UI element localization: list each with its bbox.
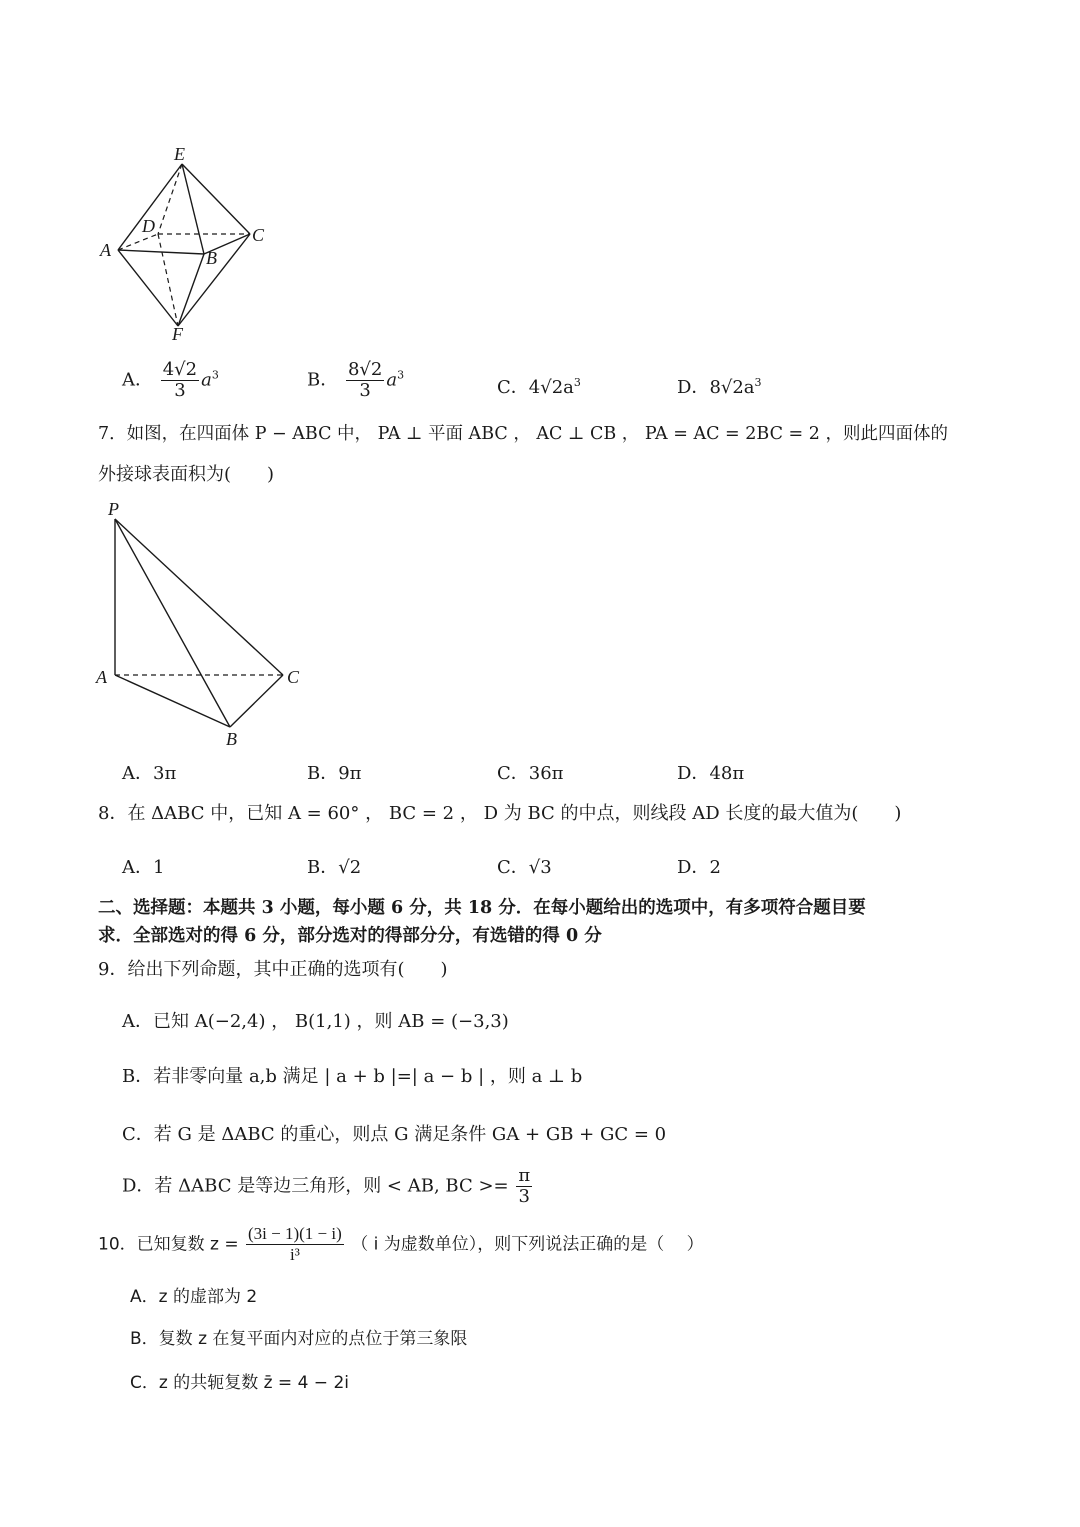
q8-option-c: C．√3 (497, 857, 552, 878)
q8-stem: 8．在 ΔABC 中，已知 A = 60° ， BC = 2 ， D 为 BC 的中点，则线段 AD 长度的最大值为( ) (98, 803, 902, 824)
label-p: P (108, 499, 119, 519)
q9-option-b: B．若非零向量 a,b 满足 | a + b |=| a − b | ，则 a ⊥ b (122, 1066, 583, 1087)
q6-option-c: C．$4√2a^3$ (497, 376, 581, 398)
q7-option-b: B．9π (307, 763, 362, 784)
label-c: C (252, 225, 265, 245)
q6-option-d: D．$8√2a^3$ (677, 376, 762, 398)
q10-option-c: C．z 的共轭复数 z̄ = 4 − 2i (130, 1373, 349, 1393)
tetrahedron-figure (90, 495, 320, 755)
section2-heading-line2: 求．全部选对的得 6 分，部分选对的得部分分，有选错的得 0 分 (98, 926, 602, 946)
label-b2: B (226, 729, 237, 749)
octahedron-figure (90, 140, 290, 350)
q6-option-b: B． $\frac{8√2}{3}$ $a^3$ (307, 359, 405, 401)
q9-option-d: D．若 ΔABC 是等边三角形，则 < AB, BC >= $\frac{\pi}{3}$ (122, 1165, 531, 1207)
q6-option-a: A． $\frac{4√2}{3}$ $a^3$ (122, 359, 219, 401)
q7-option-d: D．48π (677, 763, 745, 784)
label-c2: C (287, 667, 300, 687)
label-f: F (172, 324, 183, 344)
label-e: E (174, 144, 185, 164)
q9-stem: 9．给出下列命题，其中正确的选项有( ) (98, 959, 448, 980)
section2-heading-line1: 二、选择题：本题共 3 小题，每小题 6 分，共 18 分．在每小题给出的选项中，有多项符合题目要 (98, 898, 866, 918)
q7-stem-line2: 外接球表面积为( ) (98, 464, 275, 485)
q10-option-b: B．复数 z 在复平面内对应的点位于第三象限 (130, 1329, 468, 1349)
q7-stem-line1: 7．如图，在四面体 P − ABC 中， PA ⊥ 平面 ABC ， AC ⊥ CB ， PA = AC = 2BC = 2 ，则此四面体的 (98, 424, 948, 444)
label-b: B (206, 248, 217, 268)
q8-option-a: A．1 (122, 857, 165, 878)
label-a: A (100, 240, 111, 260)
label-a2: A (96, 667, 107, 687)
q10-option-a: A．z 的虚部为 2 (130, 1287, 258, 1307)
q8-option-d: D．2 (677, 857, 721, 878)
q7-option-a: A．3π (122, 763, 177, 784)
label-d: D (142, 216, 155, 236)
q7-option-c: C．36π (497, 763, 564, 784)
q8-option-b: B．√2 (307, 857, 362, 878)
q9-option-a: A．已知 A(−2,4) ， B(1,1) ，则 AB = (−3,3) (122, 1011, 509, 1032)
q10-stem: 10．已知复数 z = $\frac{(3i - 1)(1 - i)}{\text{i³}}$ （ i 为虚数单位），则下列说法正确的是（ ） (98, 1224, 704, 1264)
q9-option-c: C．若 G 是 ΔABC 的重心，则点 G 满足条件 GA + GB + GC = 0 (122, 1124, 667, 1145)
